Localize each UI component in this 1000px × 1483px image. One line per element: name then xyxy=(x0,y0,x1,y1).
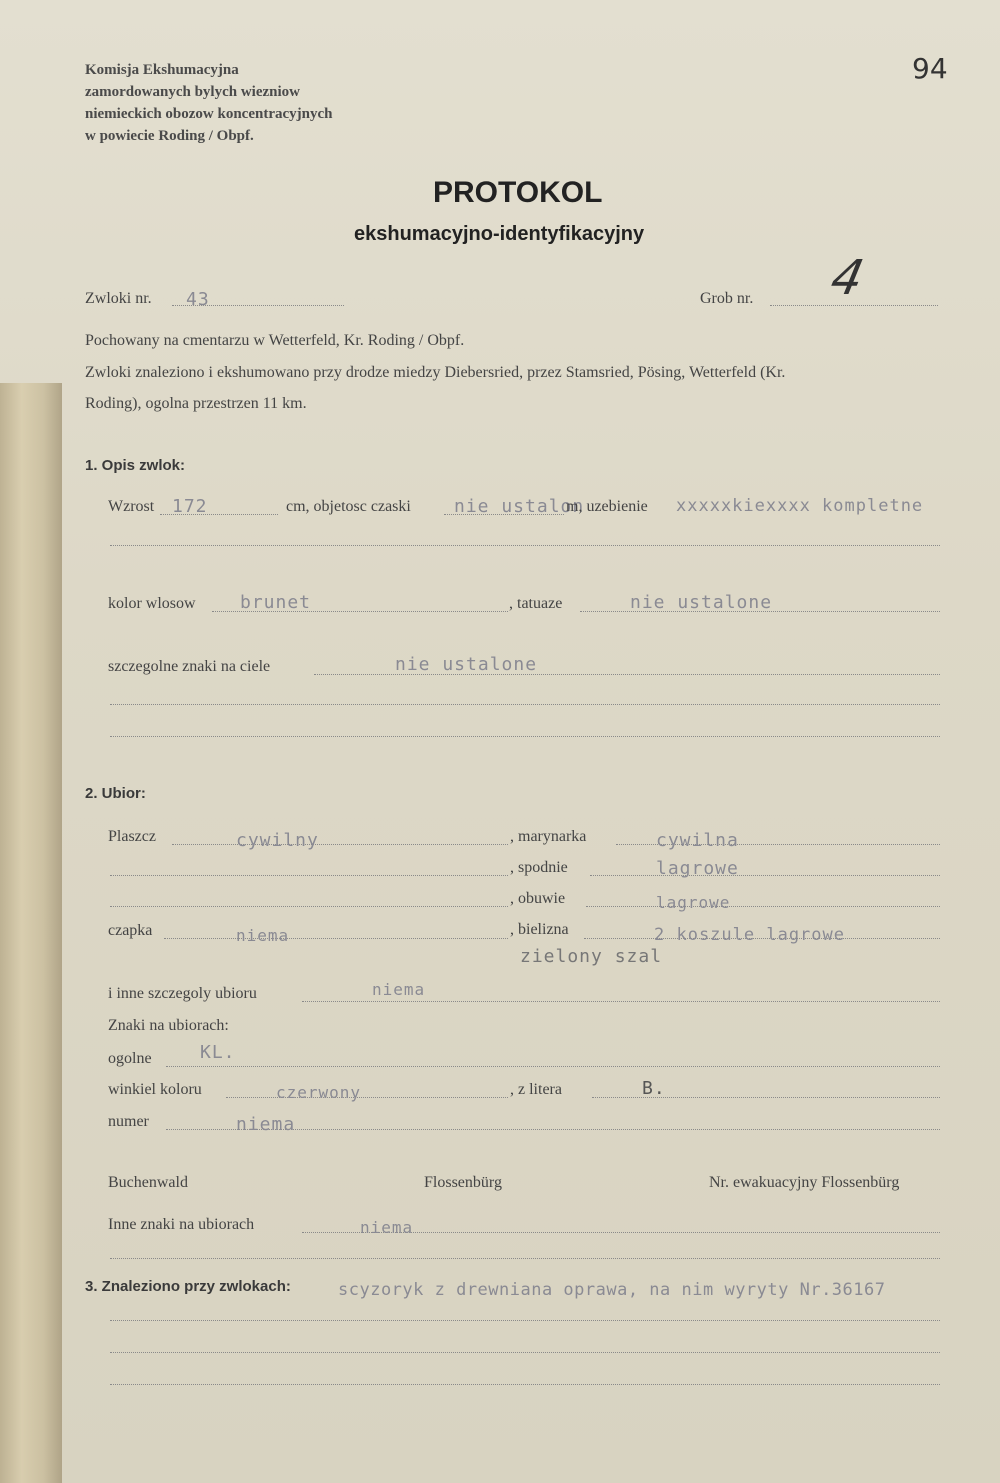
obuwie-label: , obuwie xyxy=(510,890,566,907)
section3-heading: 3. Znaleziono przy zwlokach: xyxy=(85,1278,291,1295)
winkiel-value: czerwony xyxy=(276,1083,362,1102)
header-line-3: niemieckich obozow koncentracyjnych xyxy=(85,106,333,122)
section1-heading: 1. Opis zwlok: xyxy=(85,457,186,474)
dotted-line xyxy=(110,1384,940,1385)
dotted-line xyxy=(226,1097,508,1098)
page-number: 94 xyxy=(912,52,948,85)
dotted-line xyxy=(302,1001,940,1002)
ogolne-label: ogolne xyxy=(108,1050,152,1067)
header-line-2: zamordowanych bylych wiezniow xyxy=(85,84,300,100)
pochowany-text: Pochowany na cmentarzu w Wetterfeld, Kr. Roding / Obpf. xyxy=(85,332,465,349)
tape-strip xyxy=(0,383,62,1483)
tatuaze-label: , tatuaze xyxy=(509,595,563,612)
cm-label: cm, objetosc czaski xyxy=(286,498,411,515)
litera-value: B. xyxy=(642,1078,666,1099)
spodnie-value: lagrowe xyxy=(656,858,739,879)
marynarka-value: cywilna xyxy=(656,830,739,851)
section3-value: scyzoryk z drewniana oprawa, na nim wyryty Nr.36167 xyxy=(338,1280,886,1300)
bielizna-extra-value: zielony szal xyxy=(520,946,663,967)
wzrost-label: Wzrost xyxy=(108,498,155,515)
winkiel-label: winkiel koloru xyxy=(108,1081,202,1098)
dotted-line xyxy=(110,906,508,907)
dotted-line xyxy=(110,545,940,546)
znaki-ubiorach-heading: Znaki na ubiorach: xyxy=(108,1017,229,1034)
wzrost-value: 172 xyxy=(172,496,208,517)
znaki-value: nie ustalone xyxy=(395,654,538,675)
header-line-1: Komisja Ekshumacyjna xyxy=(85,62,239,78)
nr-ewakuacyjny-label: Nr. ewakuacyjny Flossenbürg xyxy=(709,1174,900,1191)
plaszcz-label: Plaszcz xyxy=(108,828,156,845)
dotted-line xyxy=(110,1352,940,1353)
dotted-line xyxy=(110,704,940,705)
numer-value: niema xyxy=(236,1114,296,1135)
dotted-line xyxy=(586,906,940,907)
dotted-line xyxy=(172,844,508,845)
dotted-line xyxy=(110,736,940,737)
zwloki-label: Zwloki nr. xyxy=(85,290,152,307)
kolor-label: kolor wlosow xyxy=(108,595,196,612)
numer-label: numer xyxy=(108,1113,149,1130)
section2-heading: 2. Ubior: xyxy=(85,785,146,802)
znaki-label: szczegolne znaki na ciele xyxy=(108,658,271,675)
flossenburg-label: Flossenbürg xyxy=(424,1174,502,1191)
uzebienie-label: m, uzebienie xyxy=(566,498,648,515)
bielizna-value: 2 koszule lagrowe xyxy=(654,925,845,945)
dotted-line xyxy=(164,938,508,939)
dotted-line xyxy=(110,1320,940,1321)
inne-znaki-value: niema xyxy=(360,1218,414,1237)
ogolne-value: KL. xyxy=(200,1042,236,1063)
tatuaze-value: nie ustalone xyxy=(630,592,773,613)
header-line-4: w powiecie Roding / Obpf. xyxy=(85,128,254,144)
inne-value: niema xyxy=(372,980,426,999)
znaleziono-line-2: Roding), ogolna przestrzen 11 km. xyxy=(85,395,307,412)
obuwie-value: lagrowe xyxy=(656,893,731,912)
dotted-line xyxy=(166,1066,940,1067)
znaleziono-line-1: Zwloki znaleziono i ekshumowano przy drodze miedzy Diebersried, przez Stamsried, Pösing, Wetterfeld (Kr. xyxy=(85,364,786,381)
grob-label: Grob nr. xyxy=(700,290,754,307)
czapka-value: niema xyxy=(236,926,290,945)
inne-znaki-label: Inne znaki na ubiorach xyxy=(108,1216,255,1233)
czapka-label: czapka xyxy=(108,922,153,939)
bielizna-label: , bielizna xyxy=(510,921,569,938)
dotted-line xyxy=(110,1258,940,1259)
uzebienie-value: xxxxxkiexxxx kompletne xyxy=(676,496,924,516)
buchenwald-label: Buchenwald xyxy=(108,1174,188,1191)
litera-label: , z litera xyxy=(510,1081,562,1098)
dotted-line xyxy=(590,875,940,876)
spodnie-label: , spodnie xyxy=(510,859,568,876)
dotted-line xyxy=(110,875,508,876)
grob-value: 4 xyxy=(826,250,869,306)
kolor-value: brunet xyxy=(240,592,312,613)
zwloki-value: 43 xyxy=(186,289,210,310)
document-title: PROTOKOL xyxy=(433,176,603,209)
document-subtitle: ekshumacyjno-identyfikacyjny xyxy=(354,223,645,245)
czaszka-value: nie ustalon xyxy=(454,496,585,517)
marynarka-label: , marynarka xyxy=(510,828,587,845)
inne-label: i inne szczegoly ubioru xyxy=(108,985,257,1002)
plaszcz-value: cywilny xyxy=(236,830,319,851)
